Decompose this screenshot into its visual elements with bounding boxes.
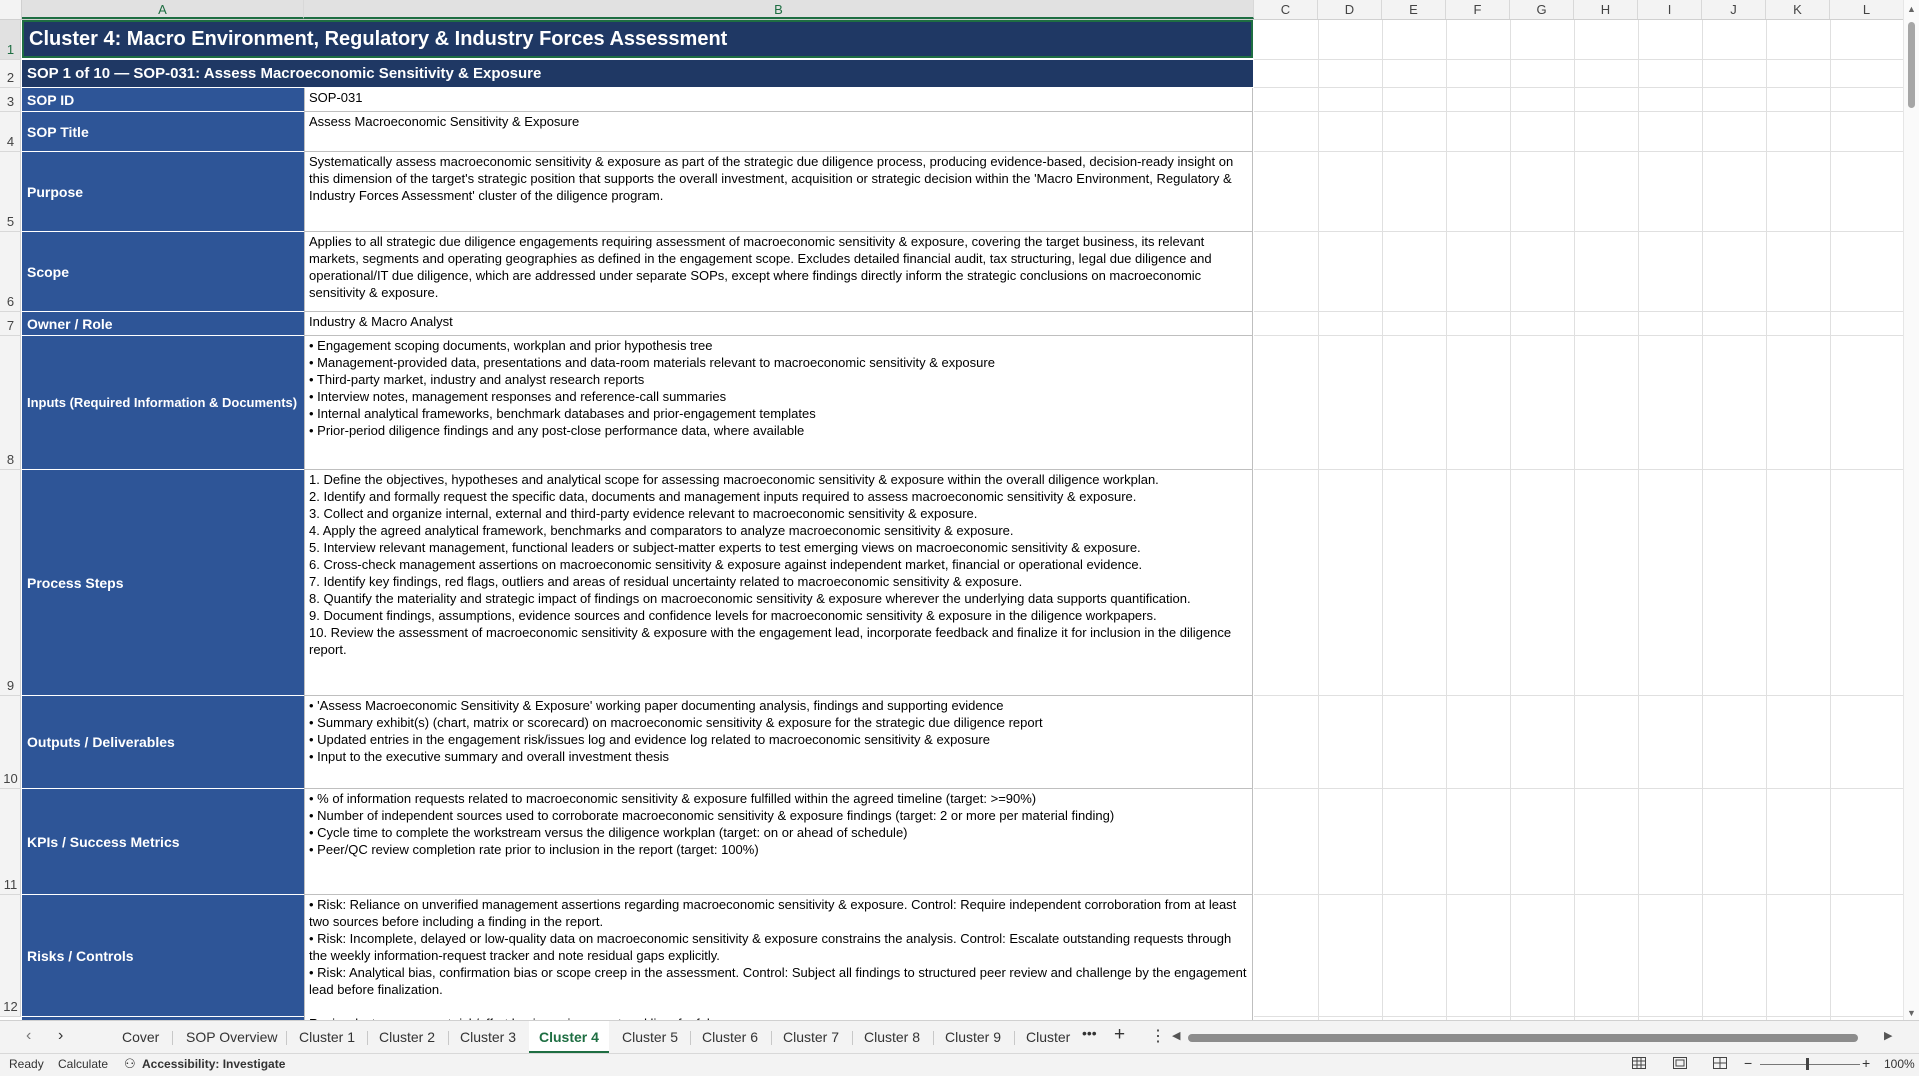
page-break-view-icon[interactable] [1710,1056,1730,1073]
gridline [1254,311,1904,312]
value-cell-process-steps[interactable]: 1. Define the objectives, hypotheses and analytical scope for assessing macroeconomic sensitivity & exposure within the overall diligence workplan. 2. Identify and formally request the specific data, documents and management inputs required to assess macroeconomic sensitivity & exposure. 3. Collect and organize internal, external and third-party evidence relevant to macroeconomic sensitivity & exposure. 4. Apply the agreed analytical framework, benchmarks and comparators to analyze macroeconomic sensitivity & exposure. 5. Interview relevant management, functional leaders or subject-matter experts to test emerging views on macroeconomic sensitivity & exposure. 6. Cross-check management assertions on macroeconomic sensitivity & exposure against independent market, financial or operational evidence. 7. Identify key findings, red flags, outliers and areas of residual uncertainty related to macroeconomic sensitivity & exposure. 8. Quantify the materiality and strategic impact of findings on macroeconomic sensitivity & exposure wherever the underlying data supports quantification. 9. Document findings, assumptions, evidence sources and confidence levels for macroeconomic sensitivity & exposure in the diligence workpapers. 10. Review the assessment of macroeconomic sensitivity & exposure with the engagement lead, incorporate feedback and finalize it for inclusion in the diligence report. [304,470,1253,696]
column-header-j[interactable]: J [1702,0,1766,19]
tab-separator [448,1031,449,1045]
tab-separator [933,1031,934,1045]
column-header-l[interactable]: L [1830,0,1904,19]
label-cell-inputs[interactable]: Inputs (Required Information & Documents) [22,336,304,470]
gridline [1254,894,1904,895]
zoom-slider-track[interactable] [1760,1064,1860,1065]
tab-separator [1014,1031,1015,1045]
tab-sop-overview[interactable]: SOP Overview [186,1029,278,1045]
tab-cluster-7[interactable]: Cluster 7 [783,1029,840,1045]
vertical-scroll-thumb[interactable] [1908,22,1915,108]
row-header-6[interactable]: 6 [0,232,21,312]
gridline [1254,111,1904,112]
tab-cluster-5[interactable]: Cluster 5 [622,1029,679,1045]
value-cell-outputs[interactable]: • 'Assess Macroeconomic Sensitivity & Exposure' working paper documenting analysis, findings and supporting evidence • Summary exhibit(s) (chart, matrix or scorecard) on macroeconomic sensitivity & exposure for the strategic due diligence report • Updated entries in the engagement risk/issues log and evidence log related to macroeconomic sensitivity & exposure • Input to the executive summary and overall investment thesis [304,696,1253,789]
row-header-5[interactable]: 5 [0,152,21,232]
column-header-bar [0,0,1919,20]
label-cell-owner[interactable]: Owner / Role [22,312,304,336]
sop-subtitle-cell[interactable]: SOP 1 of 10 — SOP-031: Assess Macroeconomic Sensitivity & Exposure [22,60,1253,87]
gridline [1254,87,1904,88]
status-bar [0,1053,1919,1076]
column-header-b[interactable]: B [304,0,1254,19]
gridline [1254,788,1904,789]
gridline [1830,20,1831,1020]
tab-cluster-10[interactable]: Cluster [1026,1029,1071,1045]
value-cell-sop-title[interactable]: Assess Macroeconomic Sensitivity & Exposure [304,112,1253,152]
tab-separator [852,1031,853,1045]
label-cell-kpis[interactable]: KPIs / Success Metrics [22,789,304,895]
zoom-out-icon[interactable]: − [1744,1055,1753,1071]
gridline [1254,151,1904,152]
gridline [1254,231,1904,232]
value-cell-owner[interactable]: Industry & Macro Analyst [304,312,1253,336]
label-cell-risks[interactable]: Risks / Controls [22,895,304,1017]
column-header-k[interactable]: K [1766,0,1830,19]
value-cell-risks[interactable]: • Risk: Reliance on unverified management assertions regarding macroeconomic sensitivity & exposure. Control: Require independent corroboration from at least two sources before including a finding in the report. • Risk: Incomplete, delayed or low-quality data on macroeconomic sensitivity & exposure constrains the analysis. Control: Escalate outstanding requests through the weekly information-request tracker and note residual gaps explicitly. • Risk: Analytical bias, confirmation bias or scope creep in the assessment. Control: Subject all findings to structured peer review and challenge by the engagement lead before finalization. [304,895,1253,1017]
gridline [1254,1016,1904,1017]
value-cell-inputs[interactable]: • Engagement scoping documents, workplan and prior hypothesis tree • Management-provided data, presentations and data-room materials relevant to macroeconomic sensitivity & exposure • Third-party market, industry and analyst research reports • Interview notes, management responses and reference-call summaries • Internal analytical frameworks, benchmark databases and prior-engagement templates • Prior-period diligence findings and any post-close performance data, where available [304,336,1253,470]
tab-cluster-6[interactable]: Cluster 6 [702,1029,759,1045]
accessibility-icon[interactable]: ⚇ [124,1056,136,1071]
row-header-4[interactable]: 4 [0,112,21,152]
row-header-11[interactable]: 11 [0,789,21,895]
scroll-left-icon[interactable]: ◀ [1172,1030,1181,1042]
next-sheet-icon[interactable]: › [58,1027,64,1044]
row-header-7[interactable]: 7 [0,312,21,336]
status-ready: Ready [9,1057,44,1071]
column-header-c[interactable]: C [1254,0,1318,19]
row-header-2[interactable]: 2 [0,60,21,88]
tab-cover[interactable]: Cover [122,1029,160,1045]
tab-cluster-8[interactable]: Cluster 8 [864,1029,921,1045]
tab-separator [367,1031,368,1045]
scroll-up-icon[interactable]: ▲ [1907,4,1916,14]
tab-cluster-2[interactable]: Cluster 2 [379,1029,436,1045]
label-cell-outputs[interactable]: Outputs / Deliverables [22,696,304,789]
gridline [1574,20,1575,1020]
select-all-corner[interactable] [0,0,22,19]
tab-cluster-1[interactable]: Cluster 1 [299,1029,356,1045]
more-sheets-icon[interactable]: ••• [1082,1025,1097,1041]
accessibility-status[interactable]: Accessibility: Investigate [142,1057,286,1071]
sheet-title-cell[interactable]: Cluster 4: Macro Environment, Regulatory & Industry Forces Assessment [22,20,1253,58]
gridline [1382,20,1383,1020]
row-header-9[interactable]: 9 [0,470,21,696]
row-header-10[interactable]: 10 [0,696,21,789]
scroll-down-icon[interactable]: ▼ [1907,1008,1916,1018]
tab-cluster-4[interactable]: Cluster 4 [529,1021,609,1054]
tab-separator [771,1031,772,1045]
column-header-g[interactable]: G [1510,0,1574,19]
row-header-8[interactable]: 8 [0,336,21,470]
value-cell-sop-id[interactable]: SOP-031 [304,88,1253,112]
previous-sheet-icon[interactable]: ‹ [26,1027,32,1044]
column-header-a[interactable]: A [22,0,304,19]
scroll-right-icon[interactable]: ▶ [1884,1030,1893,1042]
row-header-1[interactable]: 1 [0,20,21,60]
gridline [1254,59,1904,60]
page-layout-view-icon[interactable] [1670,1056,1690,1073]
column-header-f[interactable]: F [1446,0,1510,19]
add-sheet-icon[interactable]: + [1114,1024,1126,1045]
column-header-e[interactable]: E [1382,0,1446,19]
gridline [1254,695,1904,696]
row-header-3[interactable]: 3 [0,88,21,112]
gridline [1254,335,1904,336]
zoom-level[interactable]: 100% [1884,1057,1915,1071]
tab-separator [286,1031,287,1045]
label-cell-sop-id[interactable]: SOP ID [22,88,304,112]
label-cell-sop-title[interactable]: SOP Title [22,112,304,152]
value-cell-scope[interactable]: Applies to all strategic due diligence engagements requiring assessment of macroeconomic sensitivity & exposure, covering the target business, its relevant markets, segments and operating geographies as defined in the engagement scope. Excludes detailed financial audit, tax structuring, legal due diligence and operational/IT due diligence, which are addressed under separate SOPs, except where findings directly inform the strategic conclusions on macroeconomic sensitivity & exposure. [304,232,1253,312]
tab-cluster-9[interactable]: Cluster 9 [945,1029,1002,1045]
column-header-h[interactable]: H [1574,0,1638,19]
value-cell-kpis[interactable]: • % of information requests related to macroeconomic sensitivity & exposure fulfilled within the agreed timeline (target: >=90%) • Number of independent sources used to corroborate macroeconomic sensitivity & exposure findings (target: 2 or more per material finding) • Cycle time to complete the workstream versus the diligence workplan (target: on or ahead of schedule) • Peer/QC review completion rate prior to inclusion in the report (target: 100%) [304,789,1253,895]
horizontal-scroll-thumb[interactable] [1188,1034,1858,1042]
tab-separator [690,1031,691,1045]
gridline [1254,469,1904,470]
gridline [1318,20,1319,1020]
gridline [1702,20,1703,1020]
column-header-d[interactable]: D [1318,0,1382,19]
row-header-12[interactable]: 12 [0,895,21,1017]
tab-separator [172,1031,173,1045]
gridline [1446,20,1447,1020]
horizontal-scrollbar[interactable] [1176,1032,1876,1044]
vertical-scrollbar[interactable] [1903,0,1919,1020]
column-header-i[interactable]: I [1638,0,1702,19]
sheet-options-icon[interactable]: ⋮ [1150,1028,1166,1045]
zoom-in-icon[interactable]: + [1862,1055,1871,1071]
gridline [1766,20,1767,1020]
label-cell-process-steps[interactable]: Process Steps [22,470,304,696]
zoom-slider-thumb[interactable] [1806,1058,1809,1070]
gridline [1638,20,1639,1020]
normal-view-icon[interactable] [1629,1056,1649,1073]
tab-cluster-3[interactable]: Cluster 3 [460,1029,517,1045]
calculate-button[interactable]: Calculate [58,1057,109,1071]
value-cell-purpose[interactable]: Systematically assess macroeconomic sensitivity & exposure as part of the strategic due diligence process, producing evidence-based, decision-ready insight on this dimension of the target's strategic position that supports the overall investment, acquisition or strategic decision within the 'Macro Environment, Regulatory & Industry Forces Assessment' cluster of the diligence program. [304,152,1253,232]
label-cell-purpose[interactable]: Purpose [22,152,304,232]
label-cell-scope[interactable]: Scope [22,232,304,312]
gridline [1510,20,1511,1020]
